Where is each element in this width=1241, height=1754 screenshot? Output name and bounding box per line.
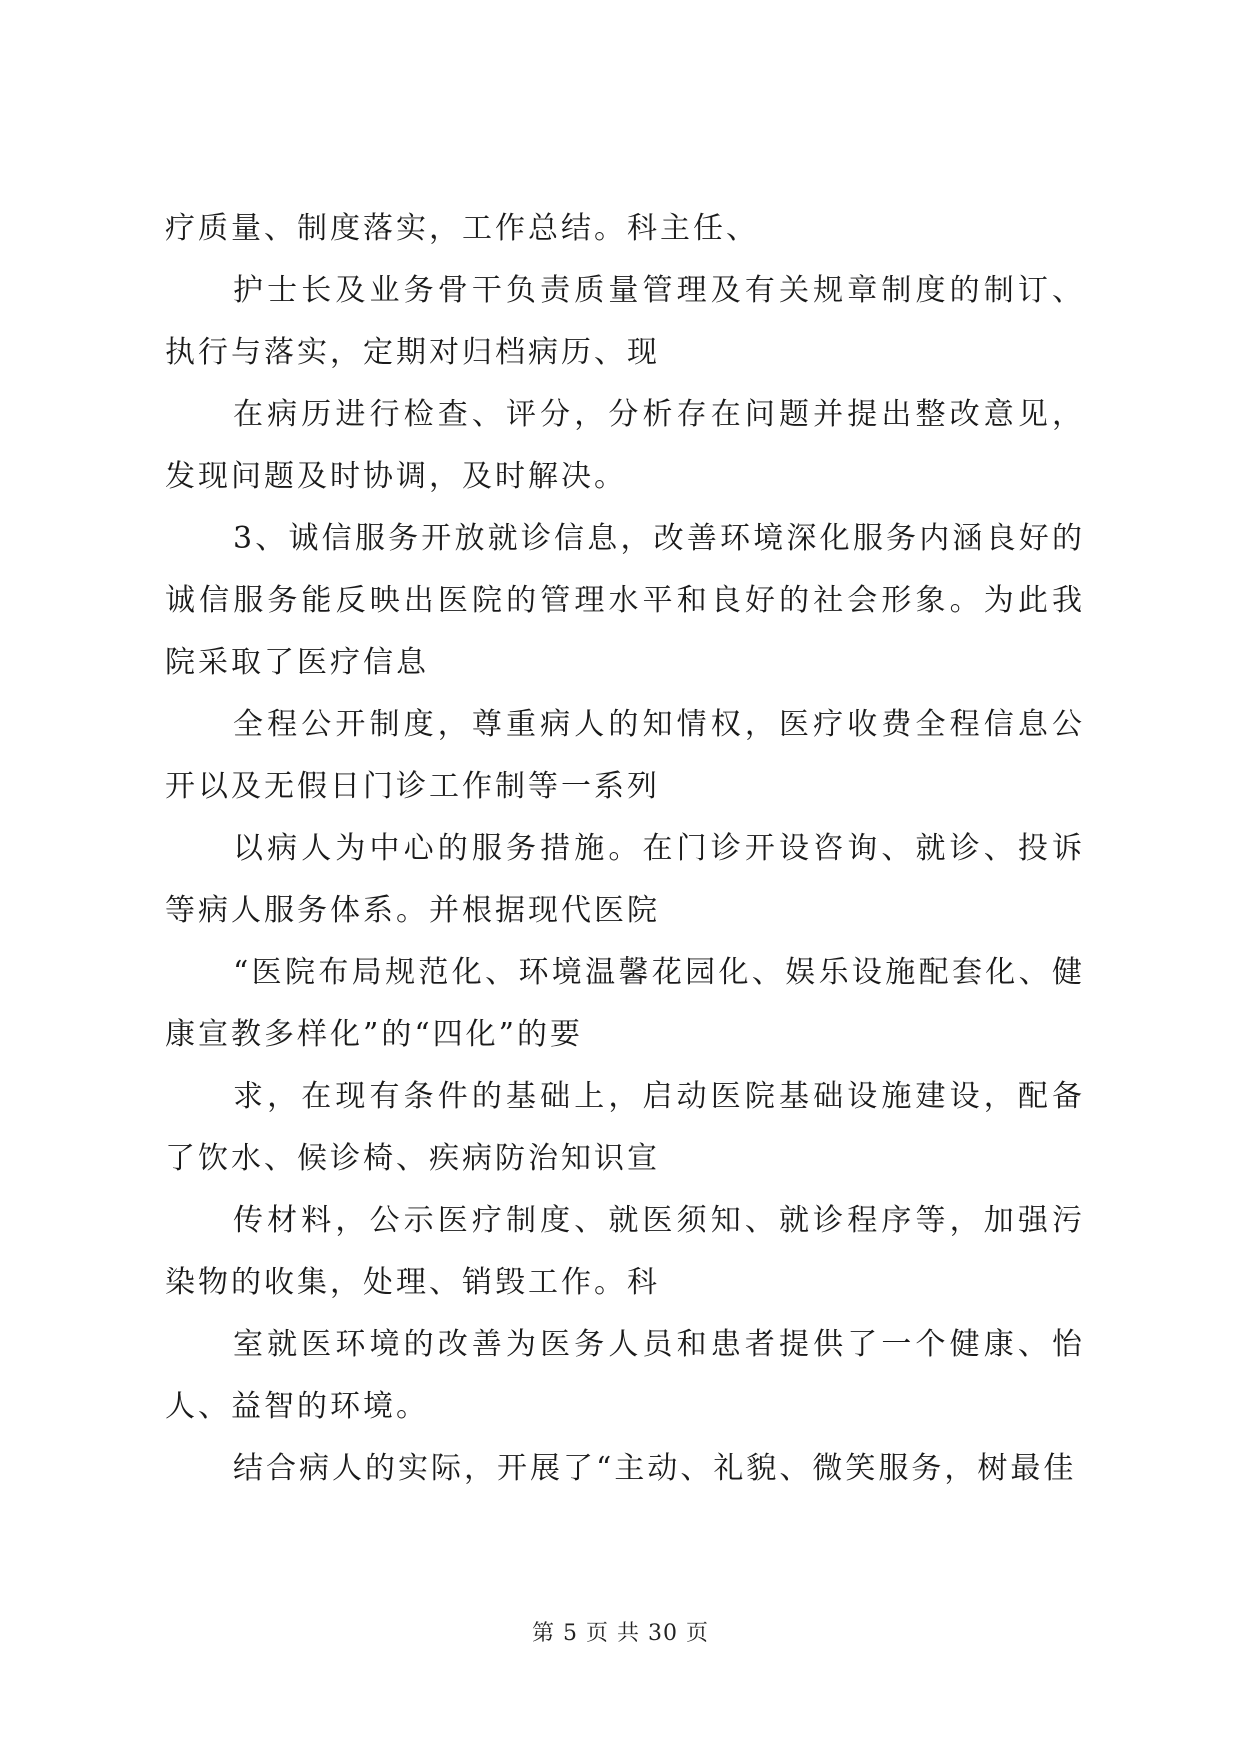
- paragraph-4: 3、诚信服务开放就诊信息，改善环境深化服务内涵良好的诚信服务能反映出医院的管理水平和良好的社会形象。为此我院采取了医疗信息: [165, 521, 1085, 680]
- paragraph-6: 以病人为中心的服务措施。在门诊开设咨询、就诊、投诉等病人服务体系。并根据现代医院: [165, 831, 1085, 928]
- paragraph-2: 护士长及业务骨干负责质量管理及有关规章制度的制订、执行与落实，定期对归档病历、现: [165, 273, 1085, 370]
- paragraph-7: “医院布局规范化、环境温馨花园化、娱乐设施配套化、健康宣教多样化”的“四化”的要: [165, 955, 1085, 1052]
- document-body: [165, 198, 1085, 1500]
- paragraph-1: 疗质量、制度落实，工作总结。科主任、: [165, 211, 759, 246]
- paragraph-8: 求，在现有条件的基础上，启动医院基础设施建设，配备了饮水、候诊椅、疾病防治知识宣: [165, 1079, 1085, 1176]
- paragraph-9: 传材料，公示医疗制度、就医须知、就诊程序等，加强污染物的收集，处理、销毁工作。科: [165, 1203, 1085, 1300]
- paragraph-10: 室就医环境的改善为医务人员和患者提供了一个健康、怡人、益智的环境。: [165, 1327, 1085, 1424]
- paragraph-5: 全程公开制度，尊重病人的知情权，医疗收费全程信息公开以及无假日门诊工作制等一系列: [165, 707, 1085, 804]
- paragraph-11: 结合病人的实际，开展了“主动、礼貌、微笑服务，树最佳: [233, 1451, 1077, 1486]
- paragraph-3: 在病历进行检查、评分，分析存在问题并提出整改意见，发现问题及时协调，及时解决。: [165, 397, 1085, 494]
- page-number-footer: 第 5 页 共 30 页: [532, 1621, 709, 1646]
